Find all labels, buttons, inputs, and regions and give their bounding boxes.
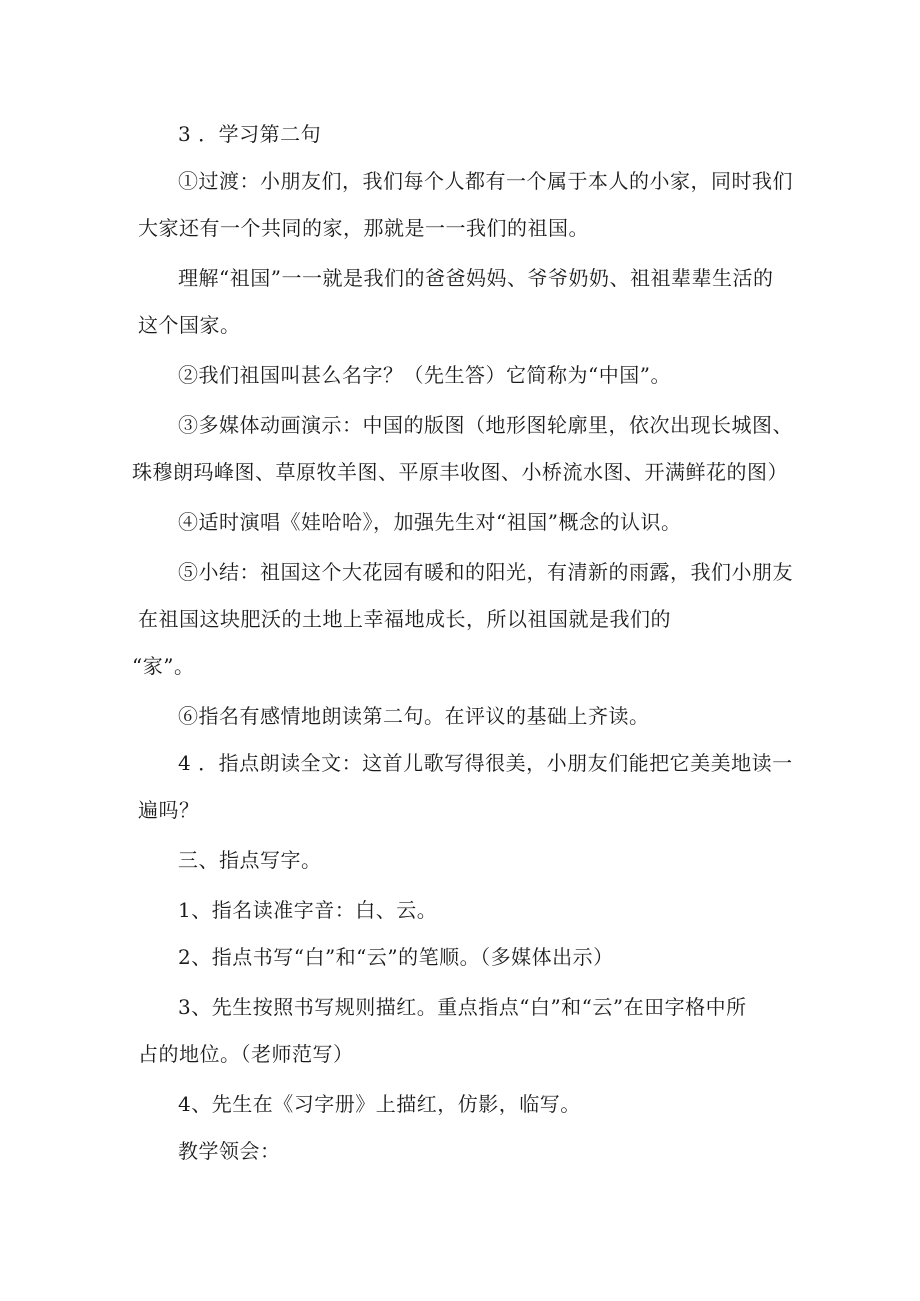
paragraph-line: ①过渡：小朋友们，我们每个人都有一个属于本人的小家，同时我们 xyxy=(178,169,793,193)
section-heading-3: 3 ．学习第二句 xyxy=(178,122,322,146)
paragraph-line: 理解“祖国”一一就是我们的爸爸妈妈、爷爷奶奶、祖祖辈辈生活的 xyxy=(178,266,774,290)
paragraph-line: ⑥指名有感情地朗读第二句。在评议的基础上齐读。 xyxy=(178,704,650,728)
section-heading-4: 4 ．指点朗读全文：这首儿歌写得很美，小朋友们能把它美美地读一 xyxy=(178,751,793,775)
list-item: 4、先生在《习字册》上描红，仿影，临写。 xyxy=(178,1092,581,1116)
paragraph-line: 大家还有一个共同的家，那就是一一我们的祖国。 xyxy=(138,216,589,240)
teaching-reflection-label: 教学领会： xyxy=(178,1139,281,1163)
paragraph-line: ②我们祖国叫甚么名字？（先生答）它简称为“中国”。 xyxy=(178,363,671,387)
list-item: 1、指名读准字音：白、云。 xyxy=(178,898,438,922)
list-item: 2、指点书写“白”和“云”的笔顺。（多媒体出示） xyxy=(178,945,614,969)
paragraph-line: 遍吗？ xyxy=(138,798,200,822)
paragraph-line: 在祖国这块肥沃的土地上幸福地成长，所以祖国就是我们的 xyxy=(138,607,671,631)
paragraph-line: “家”。 xyxy=(132,654,195,678)
list-item: 3、先生按照书写规则描红。重点指点“白”和“云”在田字格中所 xyxy=(178,995,747,1019)
paragraph-line: ④适时演唱《娃哈哈》，加强先生对“祖国”概念的认识。 xyxy=(178,510,682,534)
paragraph-line: 这个国家。 xyxy=(138,313,241,337)
section-heading-3-chinese: 三、指点写字。 xyxy=(178,848,322,872)
paragraph-line: 珠穆朗玛峰图、草原牧羊图、平原丰收图、小桥流水图、开满鲜花的图） xyxy=(132,460,788,484)
paragraph-line: 占的地位。（老师范写） xyxy=(138,1042,354,1066)
paragraph-line: ③多媒体动画演示：中国的版图（地形图轮廓里，依次出现长城图、 xyxy=(178,413,793,437)
paragraph-line: ⑤小结：祖国这个大花园有暖和的阳光，有清新的雨露，我们小朋友 xyxy=(178,560,793,584)
